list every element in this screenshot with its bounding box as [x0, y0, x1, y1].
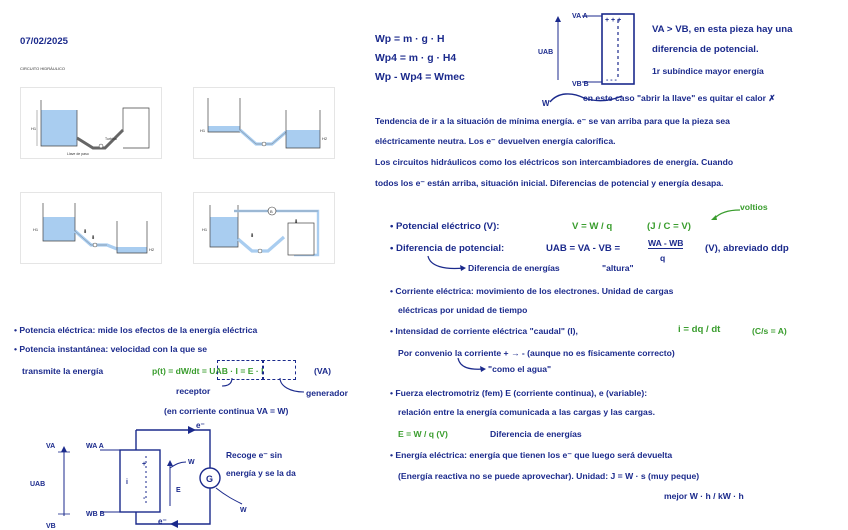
svg-text:B: B	[270, 209, 273, 214]
fem-line-2: relación entre la energía comunicada a las cargas y las cargas.	[398, 407, 655, 417]
fig3-label-right: H2	[149, 247, 155, 252]
circuit-wb: WB B	[86, 511, 105, 518]
circuit-minus: -	[143, 495, 146, 502]
svg-text:⬇: ⬇	[83, 229, 88, 235]
ddp-denominator: q	[660, 253, 666, 263]
figure-3	[20, 192, 162, 264]
potencia-unit: (VA)	[314, 366, 332, 376]
intensidad-text: • Intensidad de corriente eléctrica "caudal" (I),	[390, 326, 578, 336]
corriente-line-2: eléctricas por unidad de tiempo	[398, 305, 528, 315]
subtitle: CIRCUITO HIDRÁULICO	[20, 66, 66, 71]
fem-subtitle: Diferencia de energías	[490, 429, 582, 439]
circuit-note-2: energía y se la da	[226, 468, 296, 478]
potencial-unit: (J / C = V)	[647, 221, 691, 232]
figure-2	[193, 87, 335, 159]
potencia-electrica: • Potencia eléctrica: mide los efectos de la energía eléctrica	[14, 325, 258, 335]
fig2-label-right: H2	[322, 136, 328, 141]
fig4-label-left: H1	[202, 227, 208, 232]
pole-va: VA A	[572, 13, 588, 20]
pole-vb: VB B	[572, 81, 589, 88]
circuit-note-1: Recoge e⁻ sin	[226, 450, 283, 460]
ddp-subtitle-1: Diferencia de energías	[468, 263, 560, 273]
fig1-label-pipe: Turbina	[105, 137, 117, 141]
continua-note: (en corriente continua VA = W)	[164, 406, 289, 416]
pole-w-note: en este caso "abrir la llave" es quitar el calor ✗	[583, 93, 776, 103]
svg-text:⬇: ⬇	[250, 233, 255, 239]
circuit-wa: WA A	[86, 443, 104, 450]
fem-formula: E = W / q (V)	[398, 429, 448, 439]
ddp-text: • Diferencia de potencial:	[390, 243, 505, 254]
circuit-i: i	[126, 479, 128, 486]
ddp-unit: (V), abreviado ddp	[705, 243, 789, 254]
fig2-label-left: H1	[200, 128, 206, 133]
fig3-label-left: H1	[33, 227, 39, 232]
convenio-subtitle: "como el agua"	[488, 364, 552, 374]
pole-note-1: VA > VB, en esta pieza hay una	[652, 24, 793, 35]
svg-text:- - -: - - -	[606, 77, 617, 84]
circuit-gen: G	[206, 474, 214, 484]
circuit-e-bottom: e⁻	[158, 517, 167, 526]
circuit-vb: VB	[46, 523, 56, 530]
pole-note-2: diferencia de potencial.	[652, 44, 759, 55]
potencial-formula: V = W / q	[572, 221, 613, 232]
voltios-arrow	[700, 206, 744, 222]
equation-2: Wp4 = m · g · H4	[375, 53, 457, 64]
figure-4	[193, 192, 335, 264]
voltios-label: voltios	[740, 202, 768, 212]
pole-uab: UAB	[538, 49, 554, 56]
ddp-numerator: WA - WB	[648, 238, 684, 248]
fig1-label-left: H1	[31, 126, 37, 131]
fig1-label-bottom: Llave de paso	[67, 152, 89, 156]
equation-1: Wp = m · g · H	[375, 34, 445, 45]
paragraph-line-4: todos los e⁻ están arriba, situación inicial. Diferencias de potencial y energía desapa.	[375, 178, 724, 188]
generador-arrow	[276, 376, 308, 396]
svg-text:+ + +: + + +	[605, 17, 622, 24]
generador-label: generador	[306, 388, 349, 398]
potencia-instantanea-1: • Potencia instantánea: velocidad con la que se	[14, 344, 208, 354]
circuit-w2: W	[240, 507, 247, 514]
potencia-formula: p(t) = dW/dt = UAB · I = E · I	[152, 366, 264, 376]
corriente-line-1: • Corriente eléctrica: movimiento de los electrones. Unidad de cargas	[390, 286, 674, 296]
intensidad-formula: i = dq / dt	[678, 324, 721, 335]
pole-w: W	[542, 99, 550, 108]
potencia-instantanea-2: transmite la energía	[22, 366, 104, 376]
circuit-uab: UAB	[30, 481, 46, 488]
convenio-text: Por convenio la corriente + → - (aunque no es físicamente correcto)	[398, 348, 675, 358]
energia-line-3: mejor W · h / kW · h	[664, 491, 744, 501]
circuit-plus: +	[142, 461, 147, 468]
energia-line-2: (Energía reactiva no se puede aprovechar). Unidad: J = W · s (muy peque)	[398, 471, 700, 481]
paragraph-line-3: Los circuitos hidráulicos como los eléctricos son intercambiadores de energía. Cuando	[375, 157, 734, 167]
receptor-arrow	[218, 376, 238, 390]
fem-line-1: • Fuerza electromotriz (fem) E (corriente continua), e (variable):	[390, 388, 648, 398]
circuit-e-label: E	[176, 487, 181, 494]
circuit-diagram	[20, 420, 360, 530]
ddp-subtitle-2: "altura"	[602, 263, 634, 273]
circuit-w: W	[188, 459, 195, 466]
date: 07/02/2025	[20, 36, 69, 47]
svg-text:⬇: ⬇	[294, 219, 299, 225]
potencial-text: • Potencial eléctrico (V):	[390, 221, 500, 232]
paragraph-line-1: Tendencia de ir a la situación de mínima energía. e⁻ se van arriba para que la pieza sea	[375, 116, 730, 126]
figure-1	[20, 87, 162, 159]
equation-3: Wp - Wp4 = Wmec	[375, 72, 465, 83]
svg-text:⬇: ⬇	[91, 235, 96, 241]
circuit-va: VA	[46, 443, 56, 450]
receptor-label: receptor	[176, 386, 211, 396]
energia-line-1: • Energía eléctrica: energía que tienen los e⁻ que luego será devuelta	[390, 450, 673, 460]
intensidad-unit: (C/s = A)	[752, 326, 787, 336]
pole-note-3: 1r subíndice mayor energía	[652, 66, 764, 76]
ddp-formula: UAB = VA - VB =	[546, 243, 621, 254]
paragraph-line-2: eléctricamente neutra. Los e⁻ devuelven energía calorífica.	[375, 136, 616, 146]
circuit-e-top: e⁻	[196, 421, 205, 430]
